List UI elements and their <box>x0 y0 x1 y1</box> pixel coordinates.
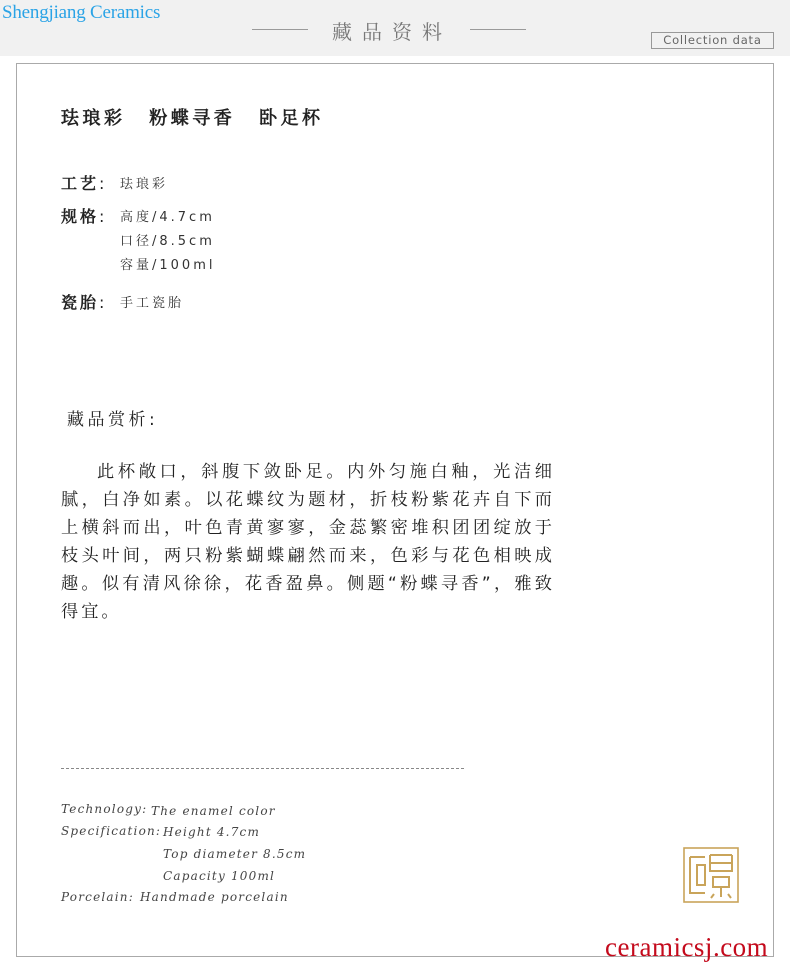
porcelain-label: Porcelain: <box>61 890 134 904</box>
spec-top-en: Top diameter 8.5cm <box>163 847 307 861</box>
spec-capacity-en: Capacity 100ml <box>163 869 276 883</box>
spec-height: 高度/4.7cm <box>120 210 215 225</box>
header-line-right <box>470 29 526 30</box>
body-label: 瓷胎: <box>61 293 108 312</box>
top-bar <box>0 0 790 56</box>
product-title-part: 粉蝶寻香 <box>149 108 236 129</box>
seal-icon <box>683 847 739 903</box>
product-title-part: 卧足杯 <box>259 108 324 129</box>
craft-value: 珐琅彩 <box>120 177 169 192</box>
tech-value: The enamel color <box>151 804 276 818</box>
craft-label: 工艺: <box>61 174 108 193</box>
product-title-part: 珐琅彩 <box>61 108 126 129</box>
spec-capacity: 容量/100ml <box>120 258 216 273</box>
section-header-title: 藏品资料 <box>332 20 452 44</box>
spec-label-en: Specification: <box>61 824 162 838</box>
watermark-text: ceramicsj.com <box>605 932 769 962</box>
divider-dashed <box>61 768 464 769</box>
spec-label: 规格: <box>61 207 108 226</box>
product-title <box>61 104 338 130</box>
appreciation-heading: 藏品赏析: <box>67 410 159 430</box>
spec-height-en: Height 4.7cm <box>163 825 261 839</box>
body-value: 手工瓷胎 <box>120 296 185 311</box>
tech-label: Technology: <box>61 802 148 816</box>
header-line-left <box>252 29 308 30</box>
porcelain-value: Handmade porcelain <box>140 890 289 904</box>
spec-diameter: 口径/8.5cm <box>120 234 215 249</box>
appreciation-text: 此杯敞口，斜腹下敛卧足。内外匀施白釉，光洁细腻，白净如素。以花蝶纹为题材，折枝粉紫花卉自下而上横斜而出，叶色青黄寥寥，金蕊繁密堆积团团绽放于枝头叶间，两只粉紫蝴蝶翩然而来，色彩与花色相映成趣。似有清风徐徐，花香盈鼻。侧题“粉蝶寻香”，雅致得宜。 <box>61 462 555 622</box>
brand-logo-text[interactable]: Shengjiang Ceramics <box>2 2 161 23</box>
collection-data-tag: Collection data <box>651 32 774 49</box>
